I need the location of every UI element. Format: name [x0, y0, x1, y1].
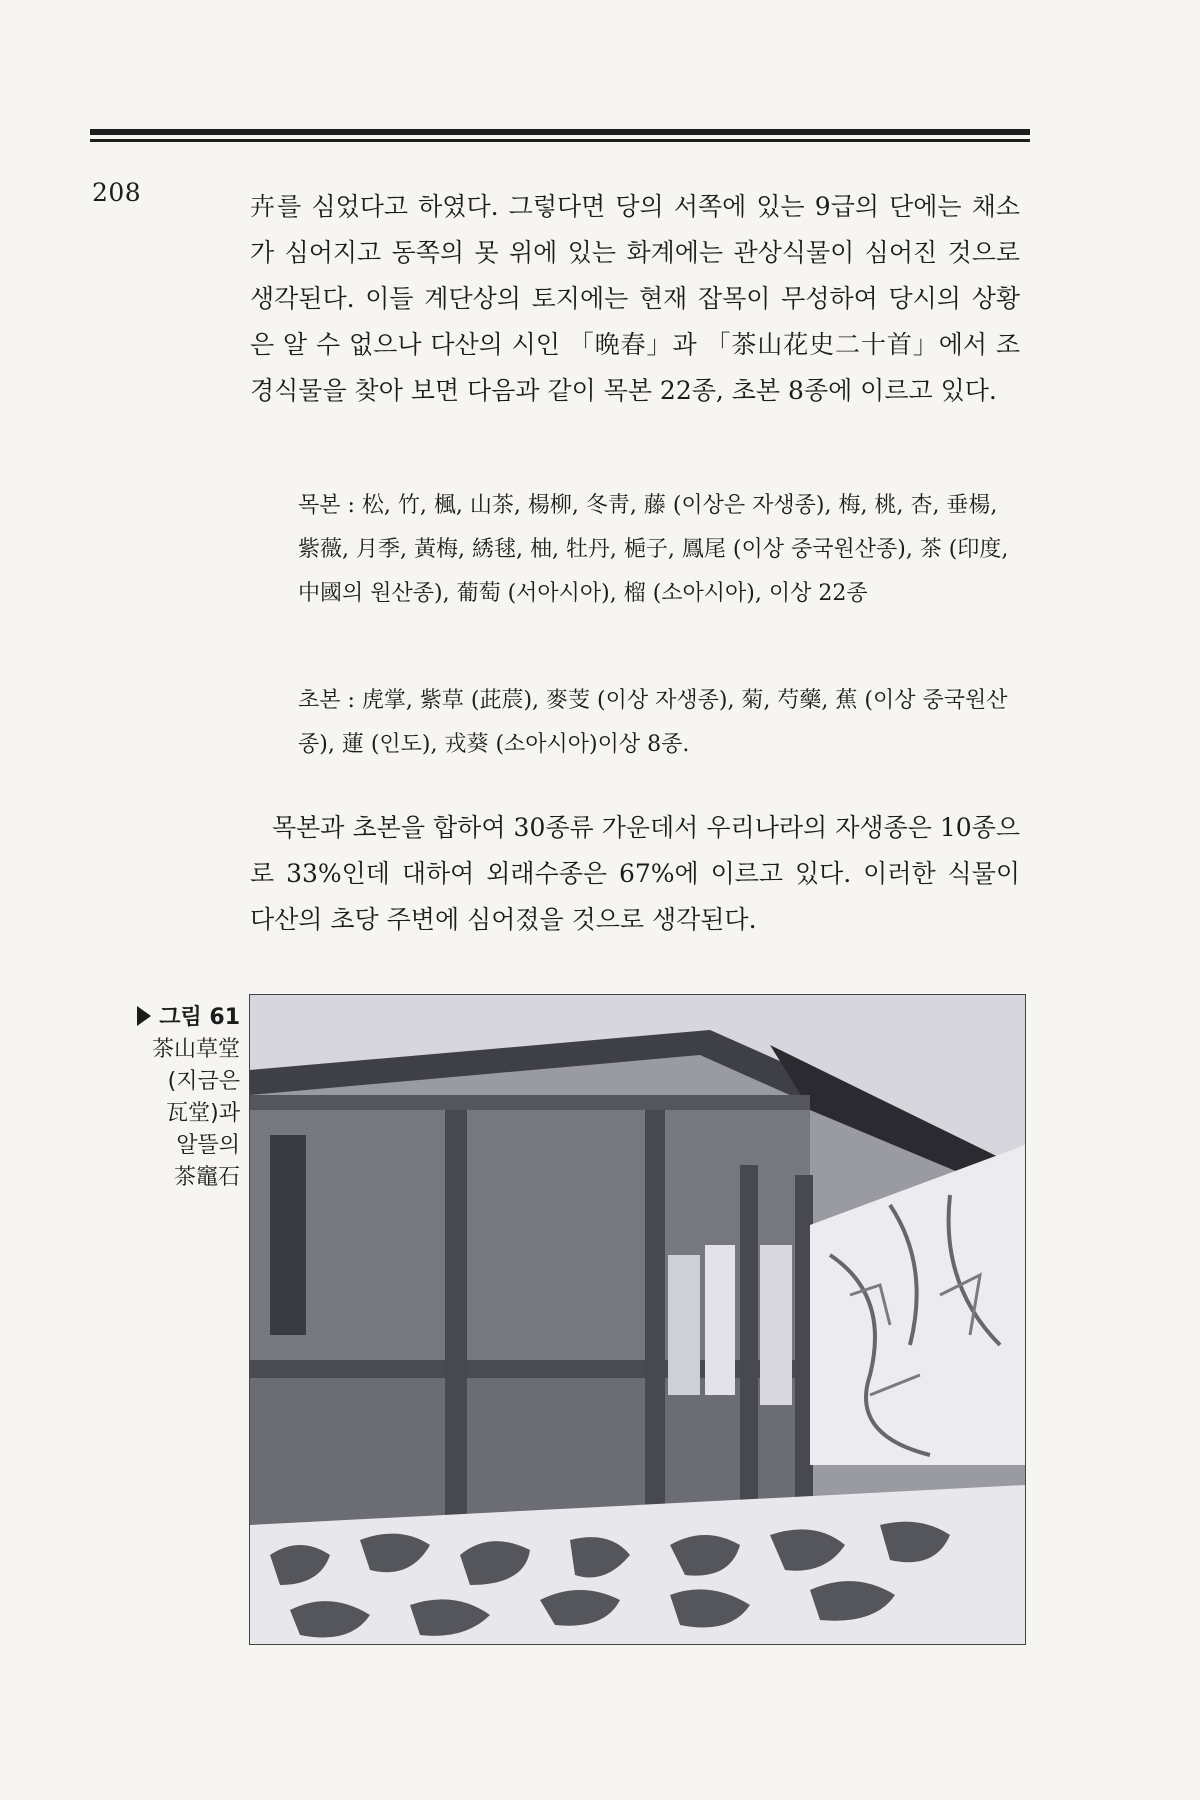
figure-label-text: 그림 61 [159, 1005, 240, 1030]
caption-line-4: 알뜰의 [176, 1133, 240, 1158]
teahouse-photo-illustration [250, 995, 1025, 1644]
figure-photo [249, 994, 1026, 1645]
play-icon [137, 1006, 151, 1026]
page-number: 208 [92, 178, 142, 207]
caption-line-1: 茶山草堂 [151, 1037, 240, 1062]
body-paragraph-1: 卉를 심었다고 하였다. 그렇다면 당의 서쪽에 있는 9급의 단에는 채소가 심어지고 동쪽의 못 위에 있는 화계에는 관상식물이 심어진 것으로 생각된다. 이들 계단상의 토지에는 현재 잡목이 무성하여 당시의 상황은 알 수 없으나 다산의 시인 「晩春」과 「茶山花史二十首」에서 조경식물을 찾아 보면 다음과 같이 목본 22종, 초본 8종에 이르고 있다. [250, 192, 1020, 405]
figure-label [100, 1002, 240, 1034]
header-rule-thick [90, 129, 1030, 135]
body-paragraph-2: 목본과 초본을 합하여 30종류 가운데서 우리나라의 자생종은 10종으로 33%인데 대하여 외래수종은 67%에 이르고 있다. 이러한 식물이 다산의 초당 주변에 심어졌을 것으로 생각된다. [250, 813, 1020, 934]
caption-line-3: 瓦堂)과 [166, 1101, 240, 1126]
caption-line-2: (지금은 [167, 1069, 240, 1094]
caption-line-5: 茶竈石 [173, 1165, 240, 1190]
figure-caption [100, 1002, 240, 1194]
header-rule-thin [90, 139, 1030, 142]
herbaceous-plant-list: 초본 : 虎掌, 紫草 (茈莀), 麥芰 (이상 자생종), 菊, 芍藥, 蕉 (이상 중국원산종), 蓮 (인도), 戎葵 (소아시아)이상 8종. [298, 688, 1008, 757]
woody-plant-list: 목본 : 松, 竹, 楓, 山茶, 楊柳, 冬靑, 藤 (이상은 자생종), 梅, 桃, 杏, 垂楊, 紫薇, 月季, 黃梅, 綉毬, 柚, 牡丹, 梔子, 鳳尾 (이상 중국원산종), 茶 (印度, 中國의 원산종), 葡萄 (서아시아), 榴 (소아시아), 이상 22종 [298, 493, 1009, 606]
